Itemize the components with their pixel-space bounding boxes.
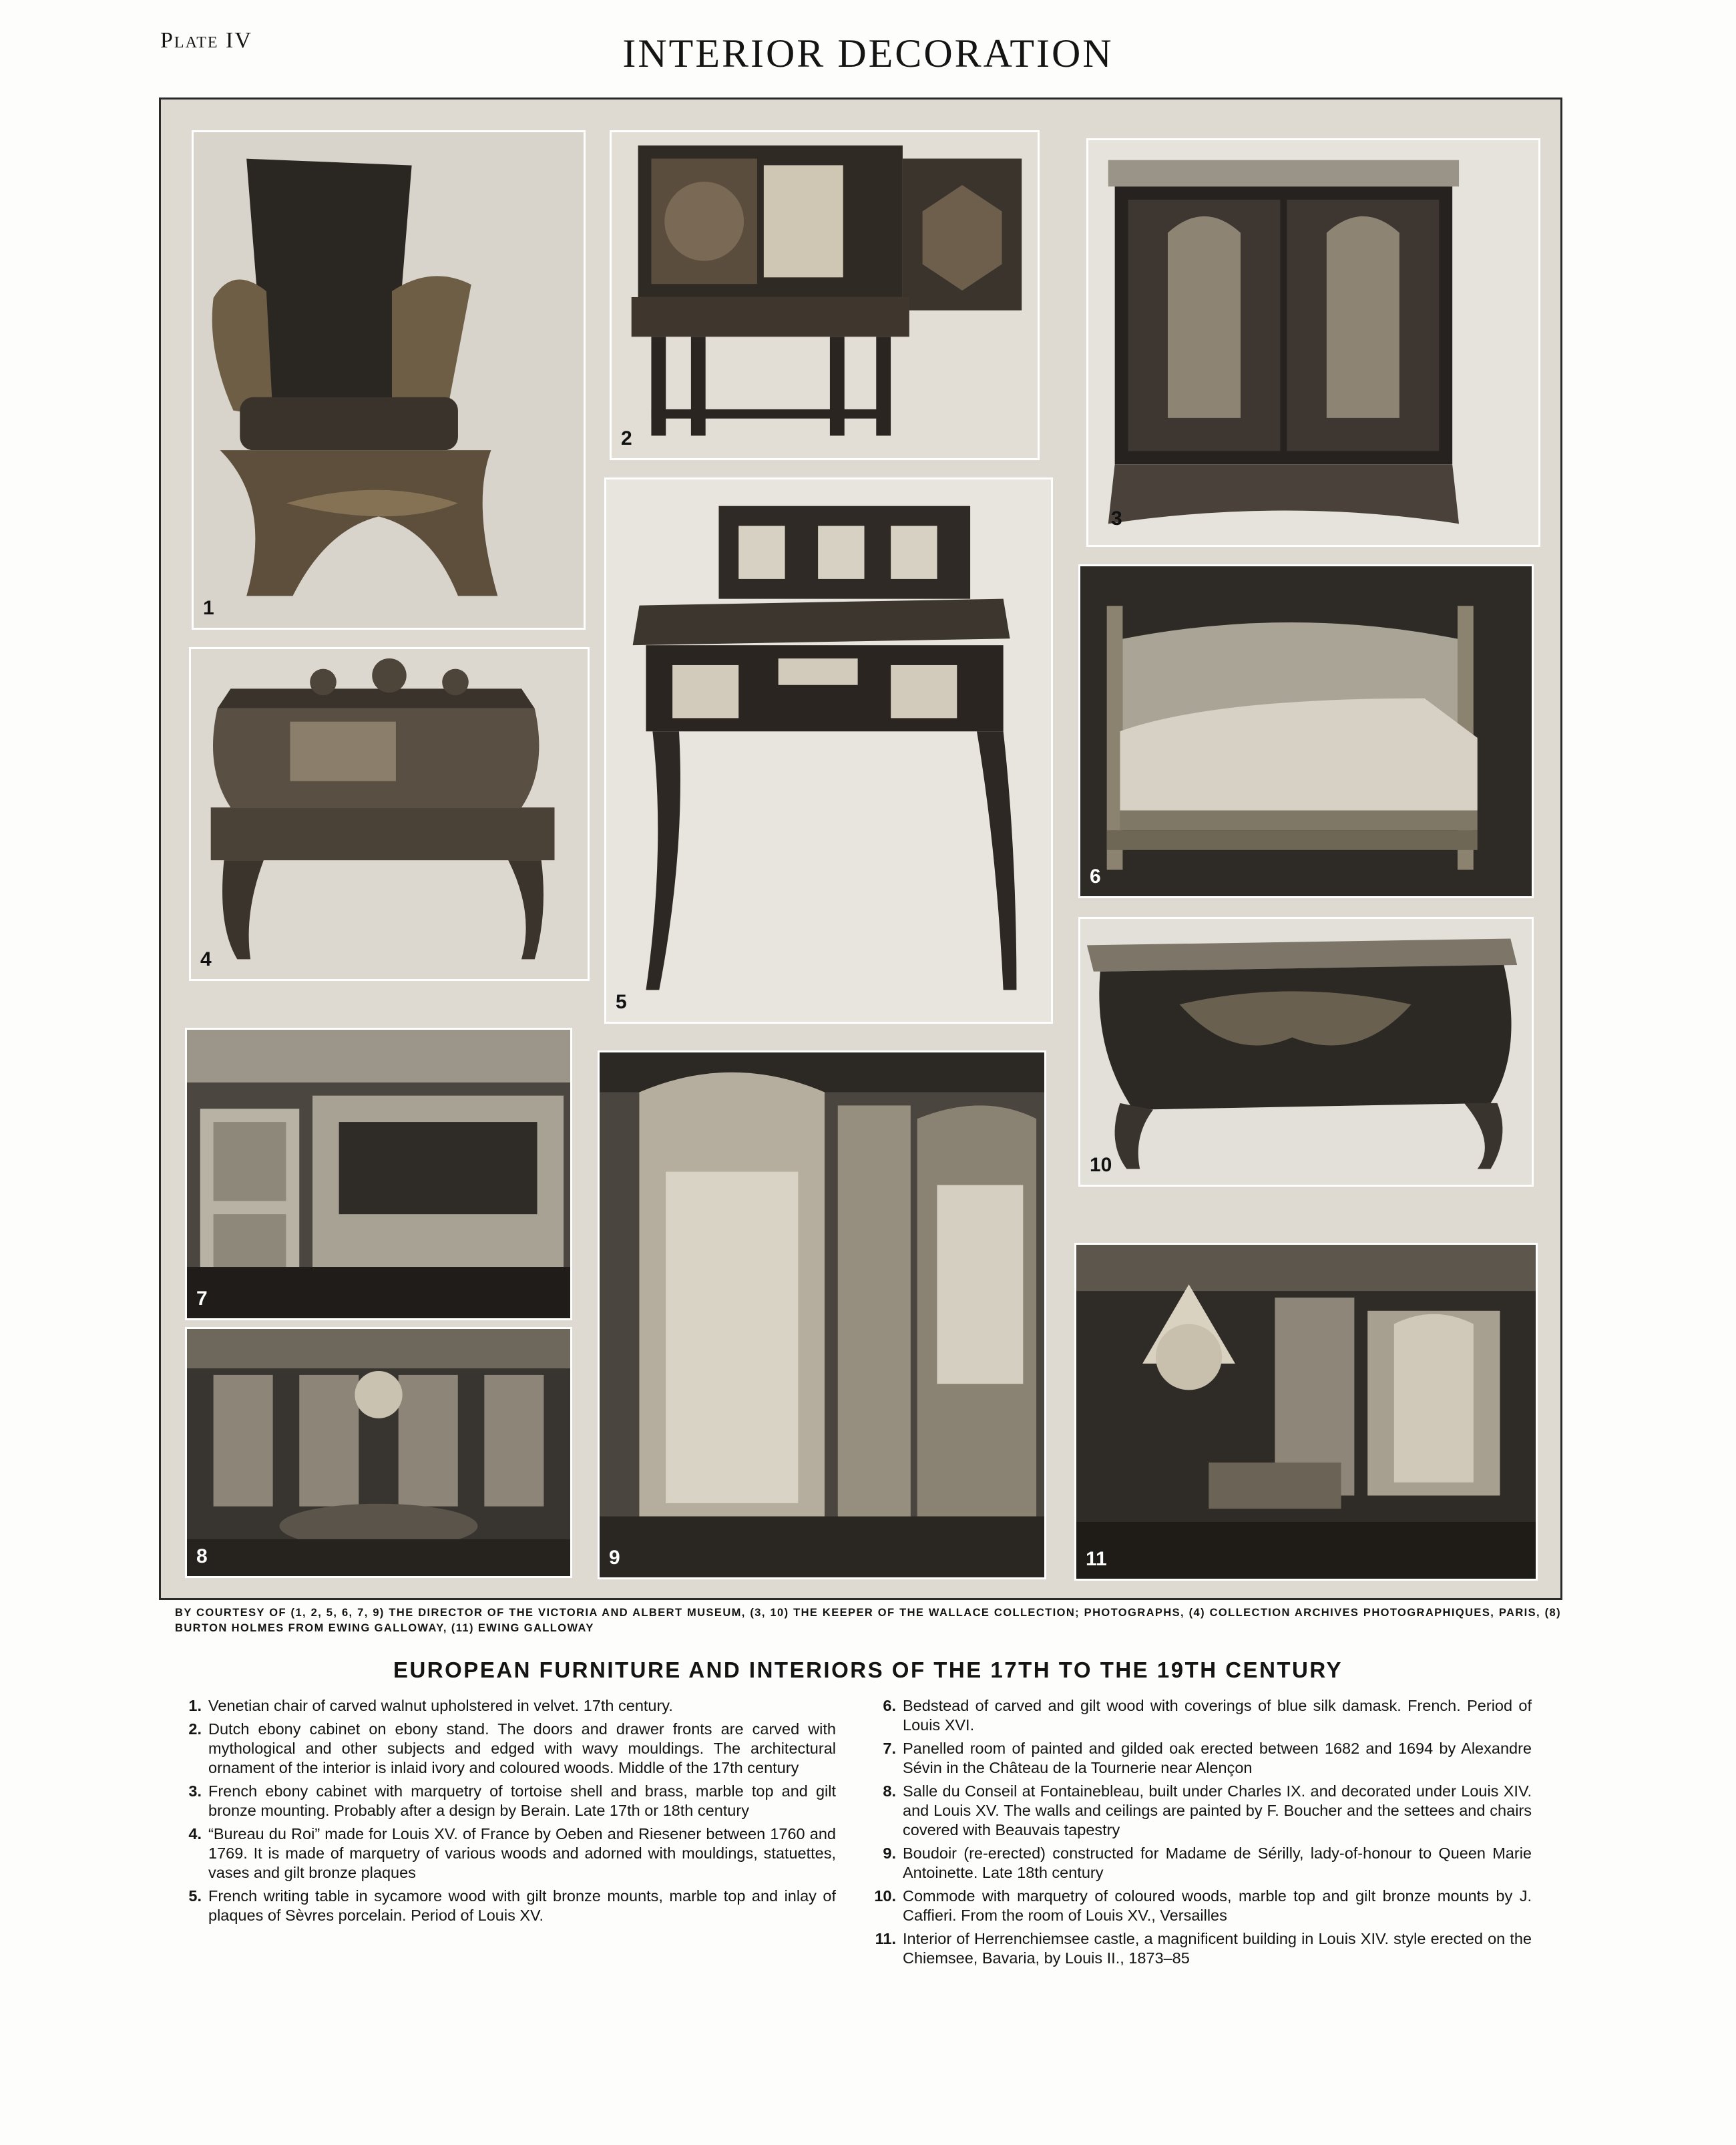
- caption-11: [861, 1929, 1532, 1968]
- commode-illustration: [1080, 919, 1532, 1185]
- caption-number: 8.: [883, 1782, 896, 1800]
- cabinet-illustration: [612, 132, 1038, 458]
- plate-label: Plate IV: [160, 28, 252, 53]
- photo-11-number: 11: [1086, 1548, 1107, 1570]
- caption-5: [167, 1887, 836, 1925]
- caption-text: Venetian chair of carved walnut upholstered in velvet. 17th century.: [208, 1697, 673, 1714]
- caption-number: 2.: [188, 1720, 202, 1738]
- photo-4-bureau-du-roi: [189, 647, 590, 981]
- salle-du-conseil-illustration: [187, 1329, 570, 1576]
- caption-number: 4.: [188, 1825, 202, 1842]
- photo-8-number: 8: [196, 1545, 208, 1567]
- writing-table-illustration: [606, 479, 1051, 1022]
- chair-illustration: [194, 132, 584, 628]
- caption-9: [861, 1844, 1532, 1883]
- panelled-room-illustration: [187, 1030, 570, 1318]
- photo-5-number: 5: [616, 991, 627, 1013]
- caption-10: [861, 1887, 1532, 1925]
- caption-number: 10.: [874, 1887, 896, 1905]
- caption-8: [861, 1782, 1532, 1840]
- photo-1-number: 1: [203, 597, 214, 619]
- photo-credit: BY COURTESY OF (1, 2, 5, 6, 7, 9) THE DIRECTOR OF THE VICTORIA AND ALBERT MUSEUM, (3, 10) THE KEEPER OF THE WALLACE COLLECTION; PHOTOGRAPHS, (4) COLLECTION ARCHIVES PHOTOGRAPHIQUES, PARIS, (8) BURTON HOLMES FROM EWING GALLOWAY, (11) EWING GALLOWAY: [175, 1607, 1561, 1634]
- caption-text: French ebony cabinet with marquetry of tortoise shell and brass, marble top and gilt bronze mounting. Probably after a design by Berain. Late 17th or 18th century: [208, 1782, 836, 1819]
- photo-9-boudoir: [598, 1050, 1046, 1579]
- caption-1: [167, 1696, 836, 1716]
- caption-text: Boudoir (re-erected) constructed for Madame de Sérilly, lady-of-honour to Queen Marie Antoinette. Late 18th century: [903, 1844, 1532, 1881]
- caption-text: Dutch ebony cabinet on ebony stand. The doors and drawer fronts are carved with mythological and other subjects and edged with wavy mouldings. The architectural ornament of the interior is inlaid ivory and coloured woods. Middle of the 17th century: [208, 1720, 836, 1776]
- photo-11-herrenchiemsee-interior: [1074, 1243, 1538, 1581]
- captions-right-column: [861, 1696, 1532, 1972]
- caption-text: Commode with marquetry of coloured woods, marble top and gilt bronze mounts by J. Caffieri. From the room of Louis XV., Versailles: [903, 1887, 1532, 1924]
- photo-8-salle-du-conseil: [185, 1327, 572, 1578]
- captions-left-column: [167, 1696, 836, 1929]
- caption-3: [167, 1782, 836, 1820]
- photo-2-dutch-cabinet: [610, 130, 1040, 460]
- caption-number: 1.: [188, 1697, 202, 1714]
- photo-1-venetian-chair: [192, 130, 586, 630]
- page-title: INTERIOR DECORATION: [622, 31, 1114, 75]
- section-title: EUROPEAN FURNITURE AND INTERIORS OF THE 17TH TO THE 19TH CENTURY: [393, 1658, 1343, 1682]
- photo-3-number: 3: [1111, 508, 1122, 530]
- caption-number: 5.: [188, 1887, 202, 1905]
- photo-6-number: 6: [1090, 865, 1101, 888]
- photo-5-writing-table: [604, 477, 1053, 1024]
- bedstead-illustration: [1080, 566, 1532, 896]
- photo-2-number: 2: [621, 427, 632, 449]
- herrenchiemsee-illustration: [1076, 1245, 1536, 1579]
- caption-text: Bedstead of carved and gilt wood with coverings of blue silk damask. French. Period of Louis XVI.: [903, 1697, 1532, 1734]
- photo-10-commode: [1078, 917, 1534, 1187]
- caption-text: French writing table in sycamore wood with gilt bronze mounts, marble top and inlay of plaques of Sèvres porcelain. Period of Louis XV.: [208, 1887, 836, 1924]
- photo-6-bedstead: [1078, 564, 1534, 898]
- caption-2: [167, 1720, 836, 1778]
- caption-text: Panelled room of painted and gilded oak erected between 1682 and 1694 by Alexandre Sévin in the Château de la Tournerie near Alençon: [903, 1740, 1532, 1776]
- caption-4: [167, 1824, 836, 1883]
- caption-6: [861, 1696, 1532, 1735]
- bureau-illustration: [191, 649, 588, 979]
- caption-7: [861, 1739, 1532, 1778]
- boudoir-illustration: [600, 1052, 1044, 1577]
- photo-9-number: 9: [609, 1547, 620, 1569]
- photo-10-number: 10: [1090, 1154, 1112, 1176]
- caption-number: 7.: [883, 1740, 896, 1757]
- photo-7-number: 7: [196, 1288, 208, 1310]
- photo-3-french-ebony-cabinet: [1086, 138, 1540, 547]
- caption-number: 11.: [875, 1930, 896, 1947]
- caption-text: Interior of Herrenchiemsee castle, a magnificent building in Louis XIV. style erected on the Chiemsee, Bavaria, by Louis II., 1873–85: [903, 1930, 1532, 1967]
- caption-text: “Bureau du Roi” made for Louis XV. of France by Oeben and Riesener between 1760 and 1769. It is made of marquetry of various woods and adorned with mouldings, statuettes, vases and gilt bronze plaques: [208, 1825, 836, 1881]
- ebony-cabinet-illustration: [1088, 140, 1538, 545]
- caption-number: 6.: [883, 1697, 896, 1714]
- photo-4-number: 4: [200, 948, 212, 970]
- caption-text: Salle du Conseil at Fontainebleau, built under Charles IX. and decorated under Louis XIV. and Louis XV. The walls and ceilings are painted by F. Boucher and the settees and chairs covered with Beauvais tapestry: [903, 1782, 1532, 1838]
- caption-number: 3.: [188, 1782, 202, 1800]
- photo-plate: [159, 98, 1562, 1600]
- photo-7-panelled-room: [185, 1028, 572, 1320]
- caption-number: 9.: [883, 1844, 896, 1862]
